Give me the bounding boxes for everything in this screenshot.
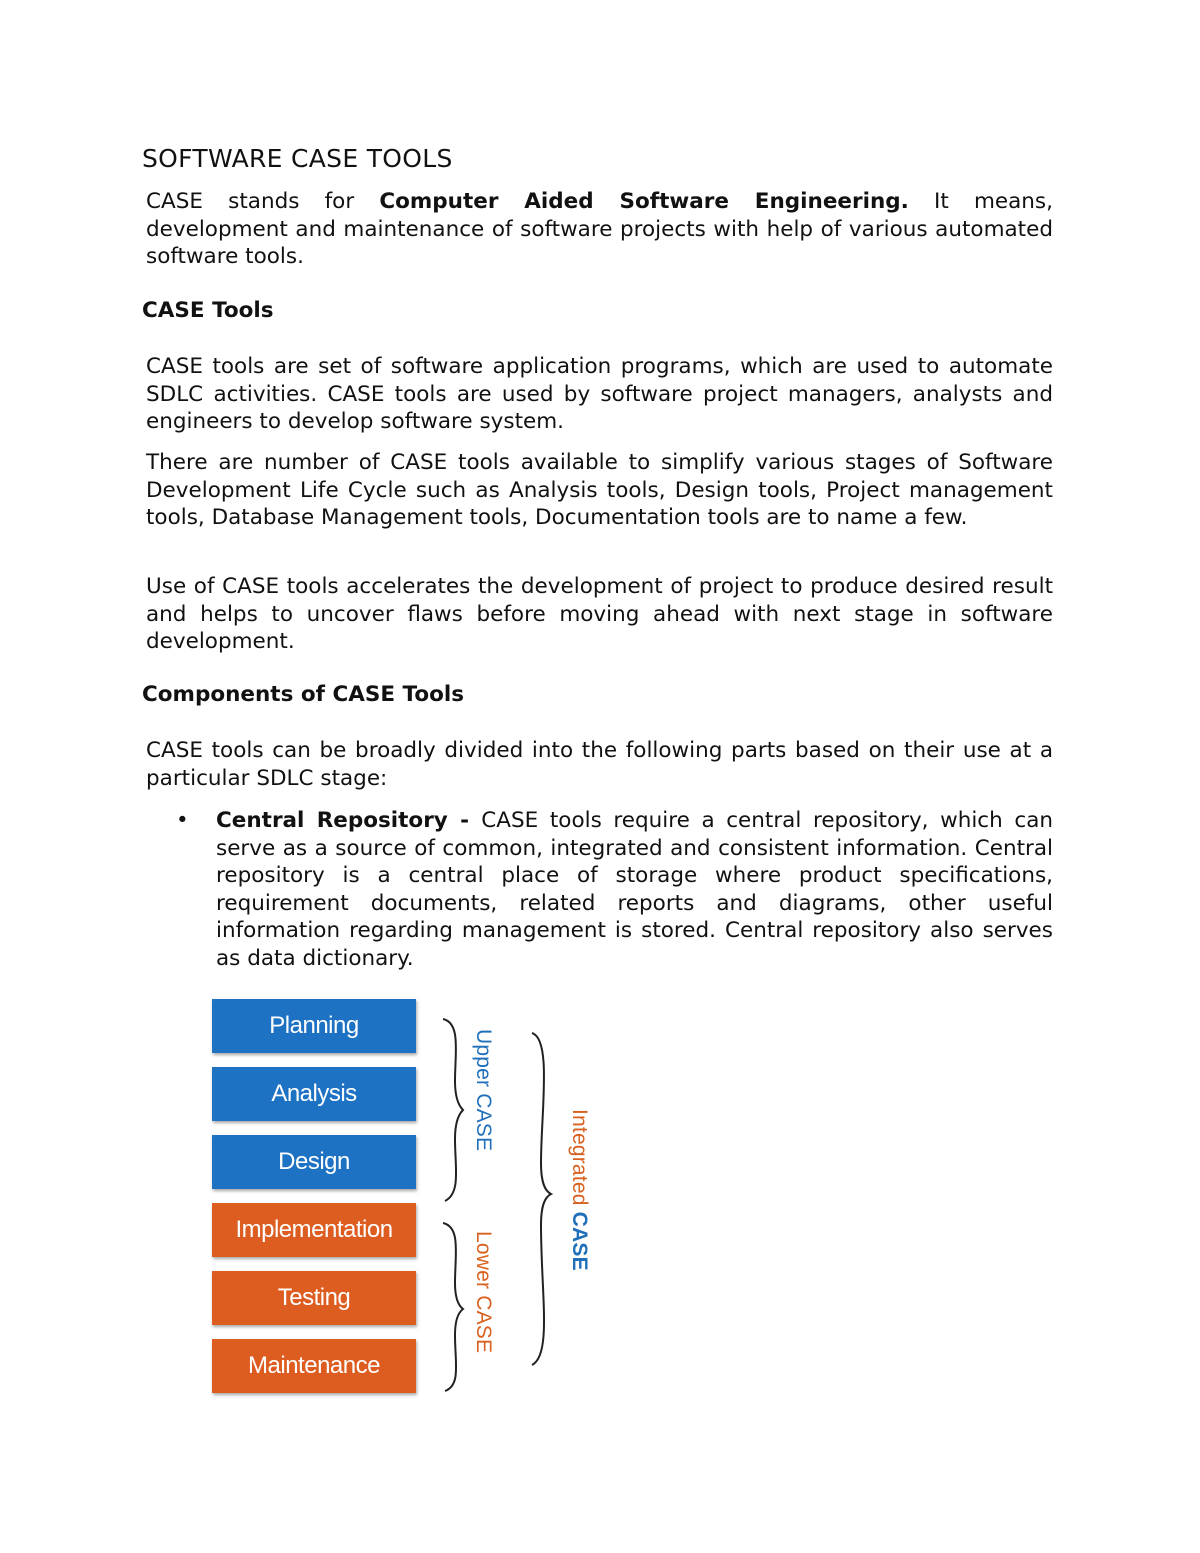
paragraph-case-tools-definition: CASE tools are set of software application programs, which are used to automate SDLC activities. CASE tools are used by software project managers, analysts and engineers to develop software system. [146,354,1053,434]
brace-graphics [205,993,605,1403]
bullet-title: Central Repository [216,808,448,833]
list-item [176,807,1053,972]
stage-maintenance: Maintenance [212,1339,416,1393]
integrated-case-word: CASE [568,1211,591,1271]
components-list [176,807,1053,972]
integrated-word: Integrated [568,1109,591,1206]
bullet-separator: - [447,808,482,833]
intro-text-2: It means, development and maintenance of software projects with help of various automated software tools. [146,189,1053,269]
components-heading: Components of CASE Tools [142,682,465,707]
stage-design: Design [212,1135,416,1189]
paragraph-case-tools-benefits: Use of CASE tools accelerates the development of project to produce desired result and helps to uncover flaws before moving ahead with next stage in software development. [146,574,1053,654]
intro-text-1: CASE stands for [146,189,380,214]
integrated-brace [532,1033,551,1365]
stage-planning: Planning [212,999,416,1053]
intro-paragraph [146,188,1053,271]
stage-implementation: Implementation [212,1203,416,1257]
case-tools-diagram [205,993,605,1403]
intro-bold-term: Computer Aided Software Engineering. [379,189,909,214]
upper-brace [443,1019,463,1201]
lower-case-label: Lower CASE [472,1231,495,1354]
page-title: SOFTWARE CASE TOOLS [142,144,453,173]
case-tools-heading: CASE Tools [142,298,274,323]
bullet-dot: • [176,808,189,833]
paragraph-components-intro: CASE tools can be broadly divided into the following parts based on their use at a particular SDLC stage: [146,738,1053,791]
stage-testing: Testing [212,1271,416,1325]
integrated-case-label [567,1109,591,1271]
lower-brace [443,1223,463,1391]
bullet-text: CASE tools require a central repository, which can serve as a source of common, integrated and consistent information. Central repository is a central place of storage where product specifications, requirement documents, related reports and diagrams, other useful information regarding management is stored. Central repository also serves as data dictionary. [216,808,1053,971]
upper-case-label: Upper CASE [472,1029,495,1152]
stage-analysis: Analysis [212,1067,416,1121]
paragraph-case-tools-types: There are number of CASE tools available to simplify various stages of Software Development Life Cycle such as Analysis tools, Design tools, Project management tools, Database Management tools, Documentation tools are to name a few. [146,450,1053,530]
